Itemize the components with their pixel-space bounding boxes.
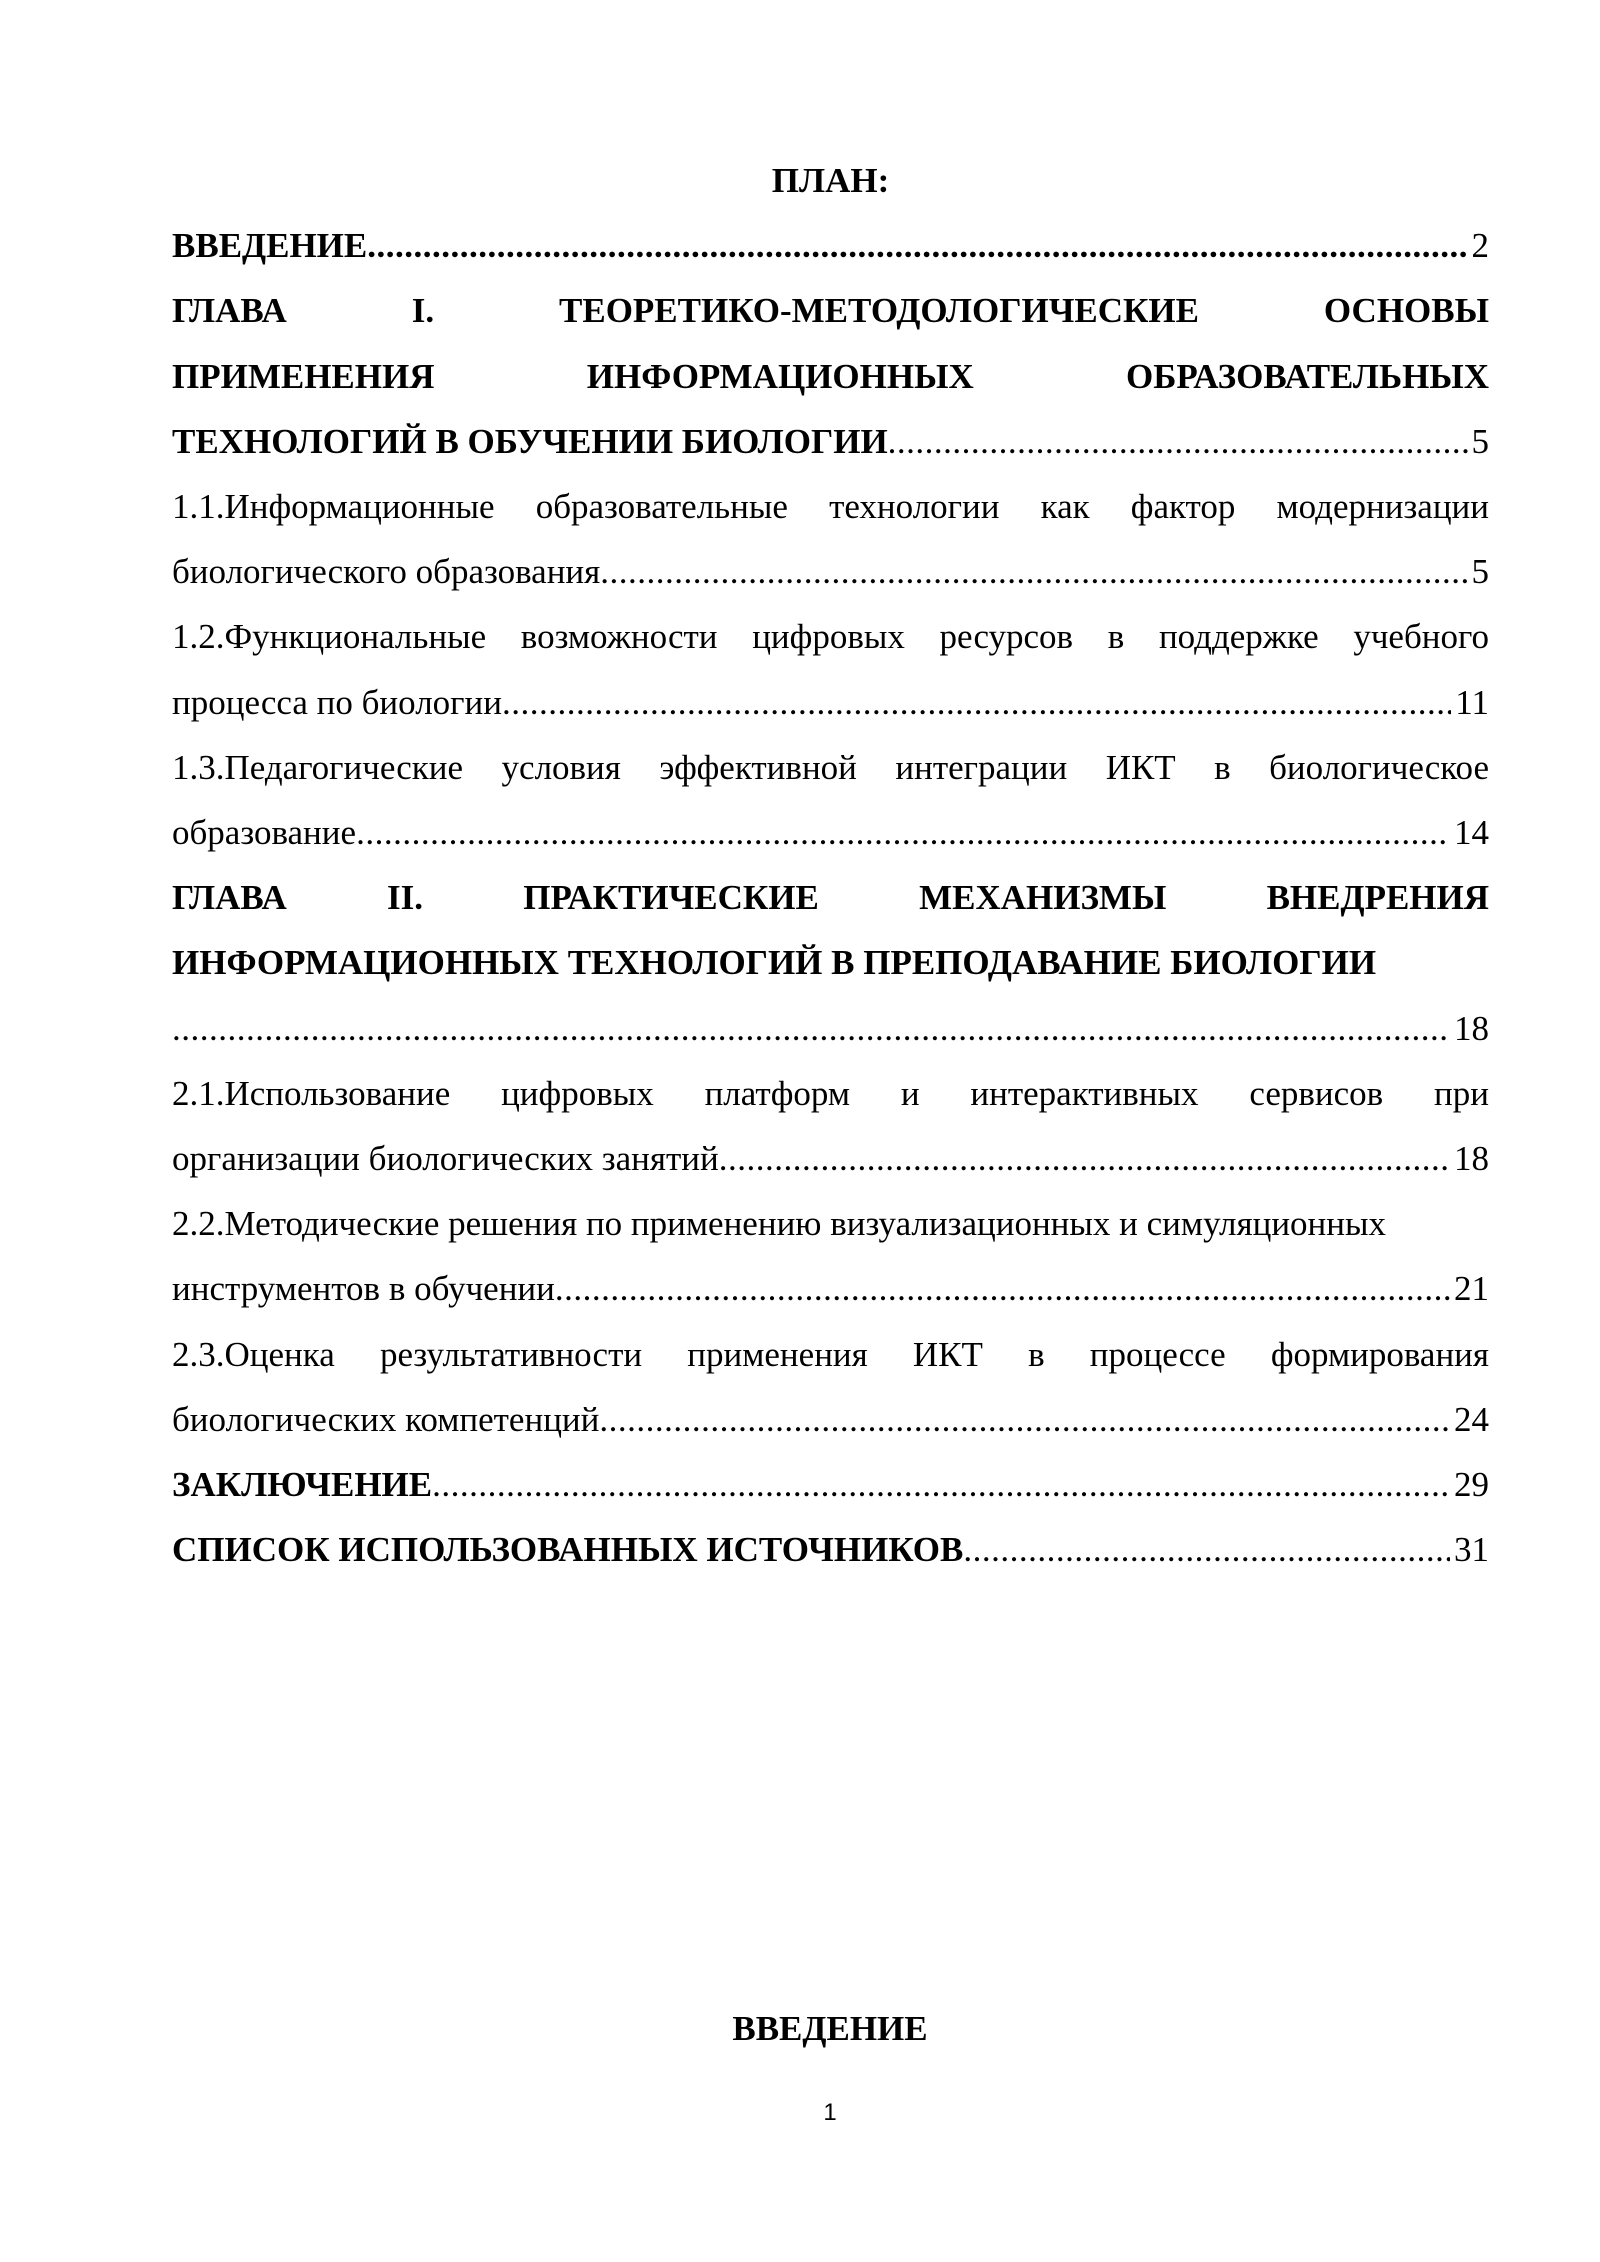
word: модернизации bbox=[1276, 487, 1490, 527]
word: ГЛАВА bbox=[172, 291, 287, 331]
dot-leader bbox=[599, 1387, 1450, 1452]
word: и bbox=[900, 1073, 920, 1113]
toc-s2-1-line2[interactable] bbox=[172, 1126, 1489, 1191]
toc-s2-1-line1[interactable] bbox=[172, 1061, 1489, 1126]
word: 2.3.Оценка bbox=[172, 1334, 335, 1374]
toc-entry-text: ВВЕДЕНИЕ bbox=[172, 226, 368, 266]
word: сервисов bbox=[1249, 1073, 1384, 1113]
word: I. bbox=[411, 291, 435, 331]
word: формирования bbox=[1270, 1334, 1489, 1374]
word: в bbox=[1107, 617, 1125, 657]
toc-s1-1-line2[interactable] bbox=[172, 539, 1489, 604]
toc-entry-text: процесса по биологии bbox=[172, 682, 502, 722]
toc-page-number: 2 bbox=[1471, 226, 1489, 266]
toc-page-number: 31 bbox=[1454, 1530, 1489, 1570]
toc-chapter2-line2[interactable]: ИНФОРМАЦИОННЫХ ТЕХНОЛОГИЙ В ПРЕПОДАВАНИЕ БИОЛОГИИ bbox=[172, 943, 1377, 983]
word: МЕХАНИЗМЫ bbox=[919, 878, 1167, 918]
toc-page-number: 18 bbox=[1454, 1139, 1489, 1179]
word: процессе bbox=[1089, 1334, 1226, 1374]
word: ресурсов bbox=[939, 617, 1074, 657]
toc-entry-text: биологического образования bbox=[172, 552, 601, 592]
word: как bbox=[1040, 487, 1090, 527]
toc-entry-text: организации биологических занятий bbox=[172, 1139, 719, 1179]
toc-chapter1-line1[interactable] bbox=[172, 278, 1489, 343]
word: технологии bbox=[829, 487, 1000, 527]
toc-entry-text: биологических компетенций bbox=[172, 1399, 600, 1439]
toc-entry-intro[interactable] bbox=[172, 213, 1489, 278]
toc-page-number: 29 bbox=[1454, 1465, 1489, 1505]
toc-s1-2-line1[interactable] bbox=[172, 604, 1489, 669]
toc-entry-conclusion[interactable] bbox=[172, 1452, 1489, 1517]
toc-entry-text: ЗАКЛЮЧЕНИЕ bbox=[172, 1465, 433, 1505]
toc-page-number: 14 bbox=[1454, 813, 1489, 853]
word: фактор bbox=[1130, 487, 1236, 527]
word: интеграции bbox=[895, 747, 1068, 787]
toc-s1-3-line1[interactable] bbox=[172, 735, 1489, 800]
toc-page-number: 24 bbox=[1454, 1399, 1489, 1439]
word: условия bbox=[501, 747, 621, 787]
page-number: 1 bbox=[823, 2099, 837, 2126]
toc-page-number: 5 bbox=[1471, 552, 1489, 592]
word: при bbox=[1434, 1073, 1490, 1113]
dot-leader bbox=[432, 1452, 1450, 1517]
word: ИКТ bbox=[912, 1334, 983, 1374]
toc-entry-sources[interactable] bbox=[172, 1517, 1489, 1582]
table-of-contents bbox=[172, 148, 1489, 1582]
dot-leader bbox=[367, 213, 1467, 278]
word: эффективной bbox=[659, 747, 857, 787]
dot-leader bbox=[356, 800, 1450, 865]
toc-s1-1-line1[interactable] bbox=[172, 474, 1489, 539]
toc-s2-2-line1[interactable]: 2.2.Методические решения по применению визуализационных и симуляционных bbox=[172, 1204, 1387, 1244]
plan-title: ПЛАН: bbox=[771, 161, 890, 200]
word: биологическое bbox=[1269, 747, 1489, 787]
word: ОСНОВЫ bbox=[1323, 291, 1489, 331]
word: II. bbox=[387, 878, 423, 918]
toc-chapter2-line3[interactable] bbox=[172, 996, 1489, 1061]
dot-leader bbox=[502, 670, 1451, 735]
word: ПРИМЕНЕНИЯ bbox=[172, 356, 435, 396]
word: 2.1.Использование bbox=[172, 1073, 451, 1113]
word: применения bbox=[687, 1334, 868, 1374]
word: образовательные bbox=[535, 487, 788, 527]
toc-s1-2-line2[interactable] bbox=[172, 670, 1489, 735]
word: ПРАКТИЧЕСКИЕ bbox=[523, 878, 819, 918]
word: цифровых bbox=[752, 617, 905, 657]
word: 1.2.Функциональные bbox=[172, 617, 487, 657]
toc-chapter1-line2[interactable] bbox=[172, 344, 1489, 409]
dot-leader bbox=[555, 1256, 1450, 1321]
dot-leader bbox=[963, 1517, 1450, 1582]
word: интерактивных bbox=[970, 1073, 1199, 1113]
word: результативности bbox=[379, 1334, 643, 1374]
toc-entry-text: образование bbox=[172, 813, 357, 853]
dot-leader bbox=[888, 409, 1468, 474]
word: учебного bbox=[1353, 617, 1489, 657]
dot-leader bbox=[719, 1126, 1450, 1191]
word: ОБРАЗОВАТЕЛЬНЫХ bbox=[1125, 356, 1490, 396]
toc-page-number: 21 bbox=[1454, 1269, 1489, 1309]
word: ИКТ bbox=[1105, 747, 1176, 787]
word: ВНЕДРЕНИЯ bbox=[1266, 878, 1490, 918]
toc-chapter1-line3[interactable] bbox=[172, 409, 1489, 474]
word: ИНФОРМАЦИОННЫХ bbox=[586, 356, 974, 396]
toc-entry-text: ТЕХНОЛОГИЙ В ОБУЧЕНИИ БИОЛОГИИ bbox=[172, 421, 888, 461]
toc-s2-2-line2[interactable] bbox=[172, 1256, 1489, 1321]
toc-entry-text: СПИСОК ИСПОЛЬЗОВАННЫХ ИСТОЧНИКОВ bbox=[172, 1530, 964, 1570]
toc-entry-text: инструментов в обучении bbox=[172, 1269, 555, 1309]
toc-s2-3-line2[interactable] bbox=[172, 1387, 1489, 1452]
dot-leader bbox=[600, 539, 1467, 604]
toc-s1-3-line2[interactable] bbox=[172, 800, 1489, 865]
word: возможности bbox=[520, 617, 718, 657]
section-heading-intro: ВВЕДЕНИЕ bbox=[732, 2009, 928, 2048]
toc-page-number: 5 bbox=[1471, 421, 1489, 461]
toc-chapter2-line1[interactable] bbox=[172, 865, 1489, 930]
word: цифровых bbox=[501, 1073, 654, 1113]
word: в bbox=[1028, 1334, 1045, 1374]
word: ТЕОРЕТИКО-МЕТОДОЛОГИЧЕСКИЕ bbox=[559, 291, 1199, 331]
word: 1.3.Педагогические bbox=[172, 747, 464, 787]
word: 1.1.Информационные bbox=[172, 487, 495, 527]
word: платформ bbox=[704, 1073, 850, 1113]
word: поддержке bbox=[1158, 617, 1319, 657]
word: в bbox=[1214, 747, 1231, 787]
toc-s2-3-line1[interactable] bbox=[172, 1322, 1489, 1387]
word: ГЛАВА bbox=[172, 878, 287, 918]
dot-leader bbox=[172, 996, 1450, 1061]
toc-page-number: 18 bbox=[1454, 1008, 1489, 1048]
toc-page-number: 11 bbox=[1455, 682, 1489, 722]
